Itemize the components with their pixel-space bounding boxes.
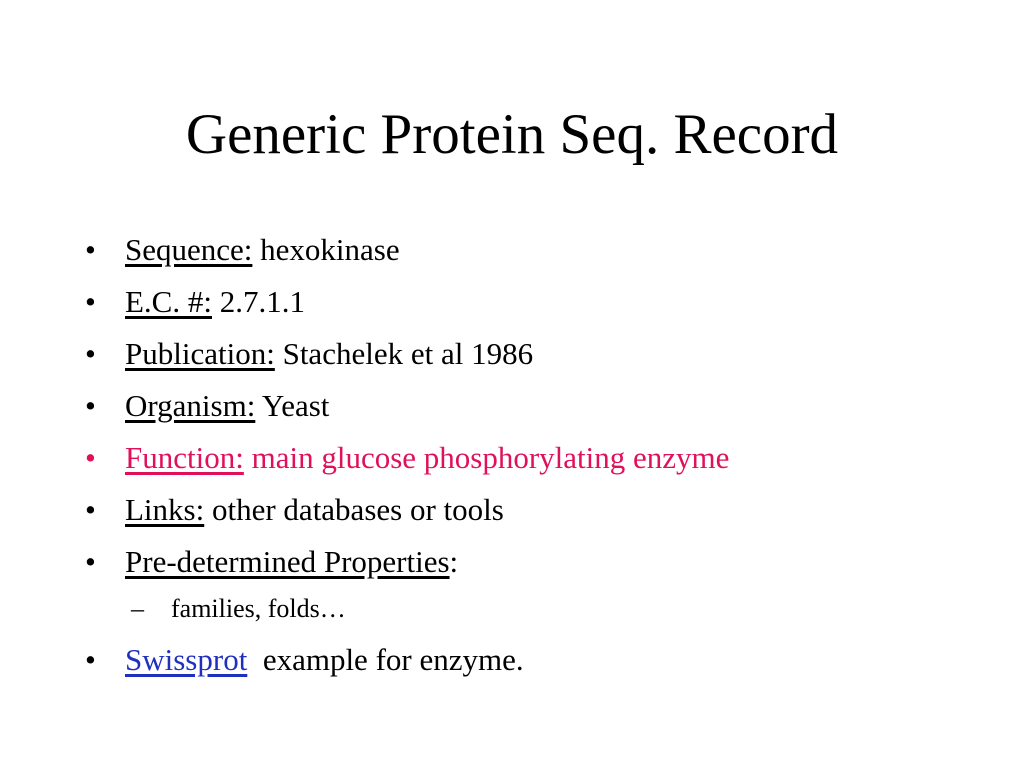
list-item-ec-number [85, 278, 985, 330]
organism-label: Organism: [125, 388, 256, 423]
ec-number-value: 2.7.1.1 [211, 284, 305, 319]
bullet-icon: • [85, 492, 96, 527]
bullet-icon: • [85, 440, 96, 475]
bullet-icon: • [85, 544, 96, 579]
list-subitem-families [85, 590, 985, 636]
bullet-icon: • [85, 388, 96, 423]
bullet-list [85, 226, 985, 688]
sequence-label: Sequence: [125, 232, 253, 267]
list-item-function [85, 434, 985, 486]
links-label: Links: [125, 492, 205, 527]
function-label: Function: [125, 440, 244, 475]
bullet-icon: • [85, 232, 96, 267]
swissprot-link[interactable]: Swissprot [125, 642, 248, 677]
families-text: families, folds… [171, 594, 346, 623]
bullet-icon: • [85, 642, 96, 677]
list-item-swissprot [85, 636, 985, 688]
slide-title: Generic Protein Seq. Record [185, 103, 839, 166]
list-item-links [85, 486, 985, 538]
properties-value: : [449, 544, 459, 579]
list-item-sequence [85, 226, 985, 278]
bullet-icon: • [85, 284, 96, 319]
list-item-organism [85, 382, 985, 434]
bullet-icon: • [85, 336, 96, 371]
dash-icon: – [131, 594, 144, 623]
function-value: main glucose phosphorylating enzyme [243, 440, 730, 475]
list-item-properties [85, 538, 985, 590]
swissprot-description: example for enzyme. [247, 642, 524, 677]
publication-label: Publication: [125, 336, 275, 371]
sequence-value: hexokinase [252, 232, 400, 267]
organism-value: Yeast [255, 388, 330, 423]
ec-number-label: E.C. #: [125, 284, 212, 319]
links-value: other databases or tools [204, 492, 504, 527]
list-item-publication [85, 330, 985, 382]
properties-label: Pre-determined Properties [125, 544, 450, 579]
publication-value: Stachelek et al 1986 [274, 336, 534, 371]
